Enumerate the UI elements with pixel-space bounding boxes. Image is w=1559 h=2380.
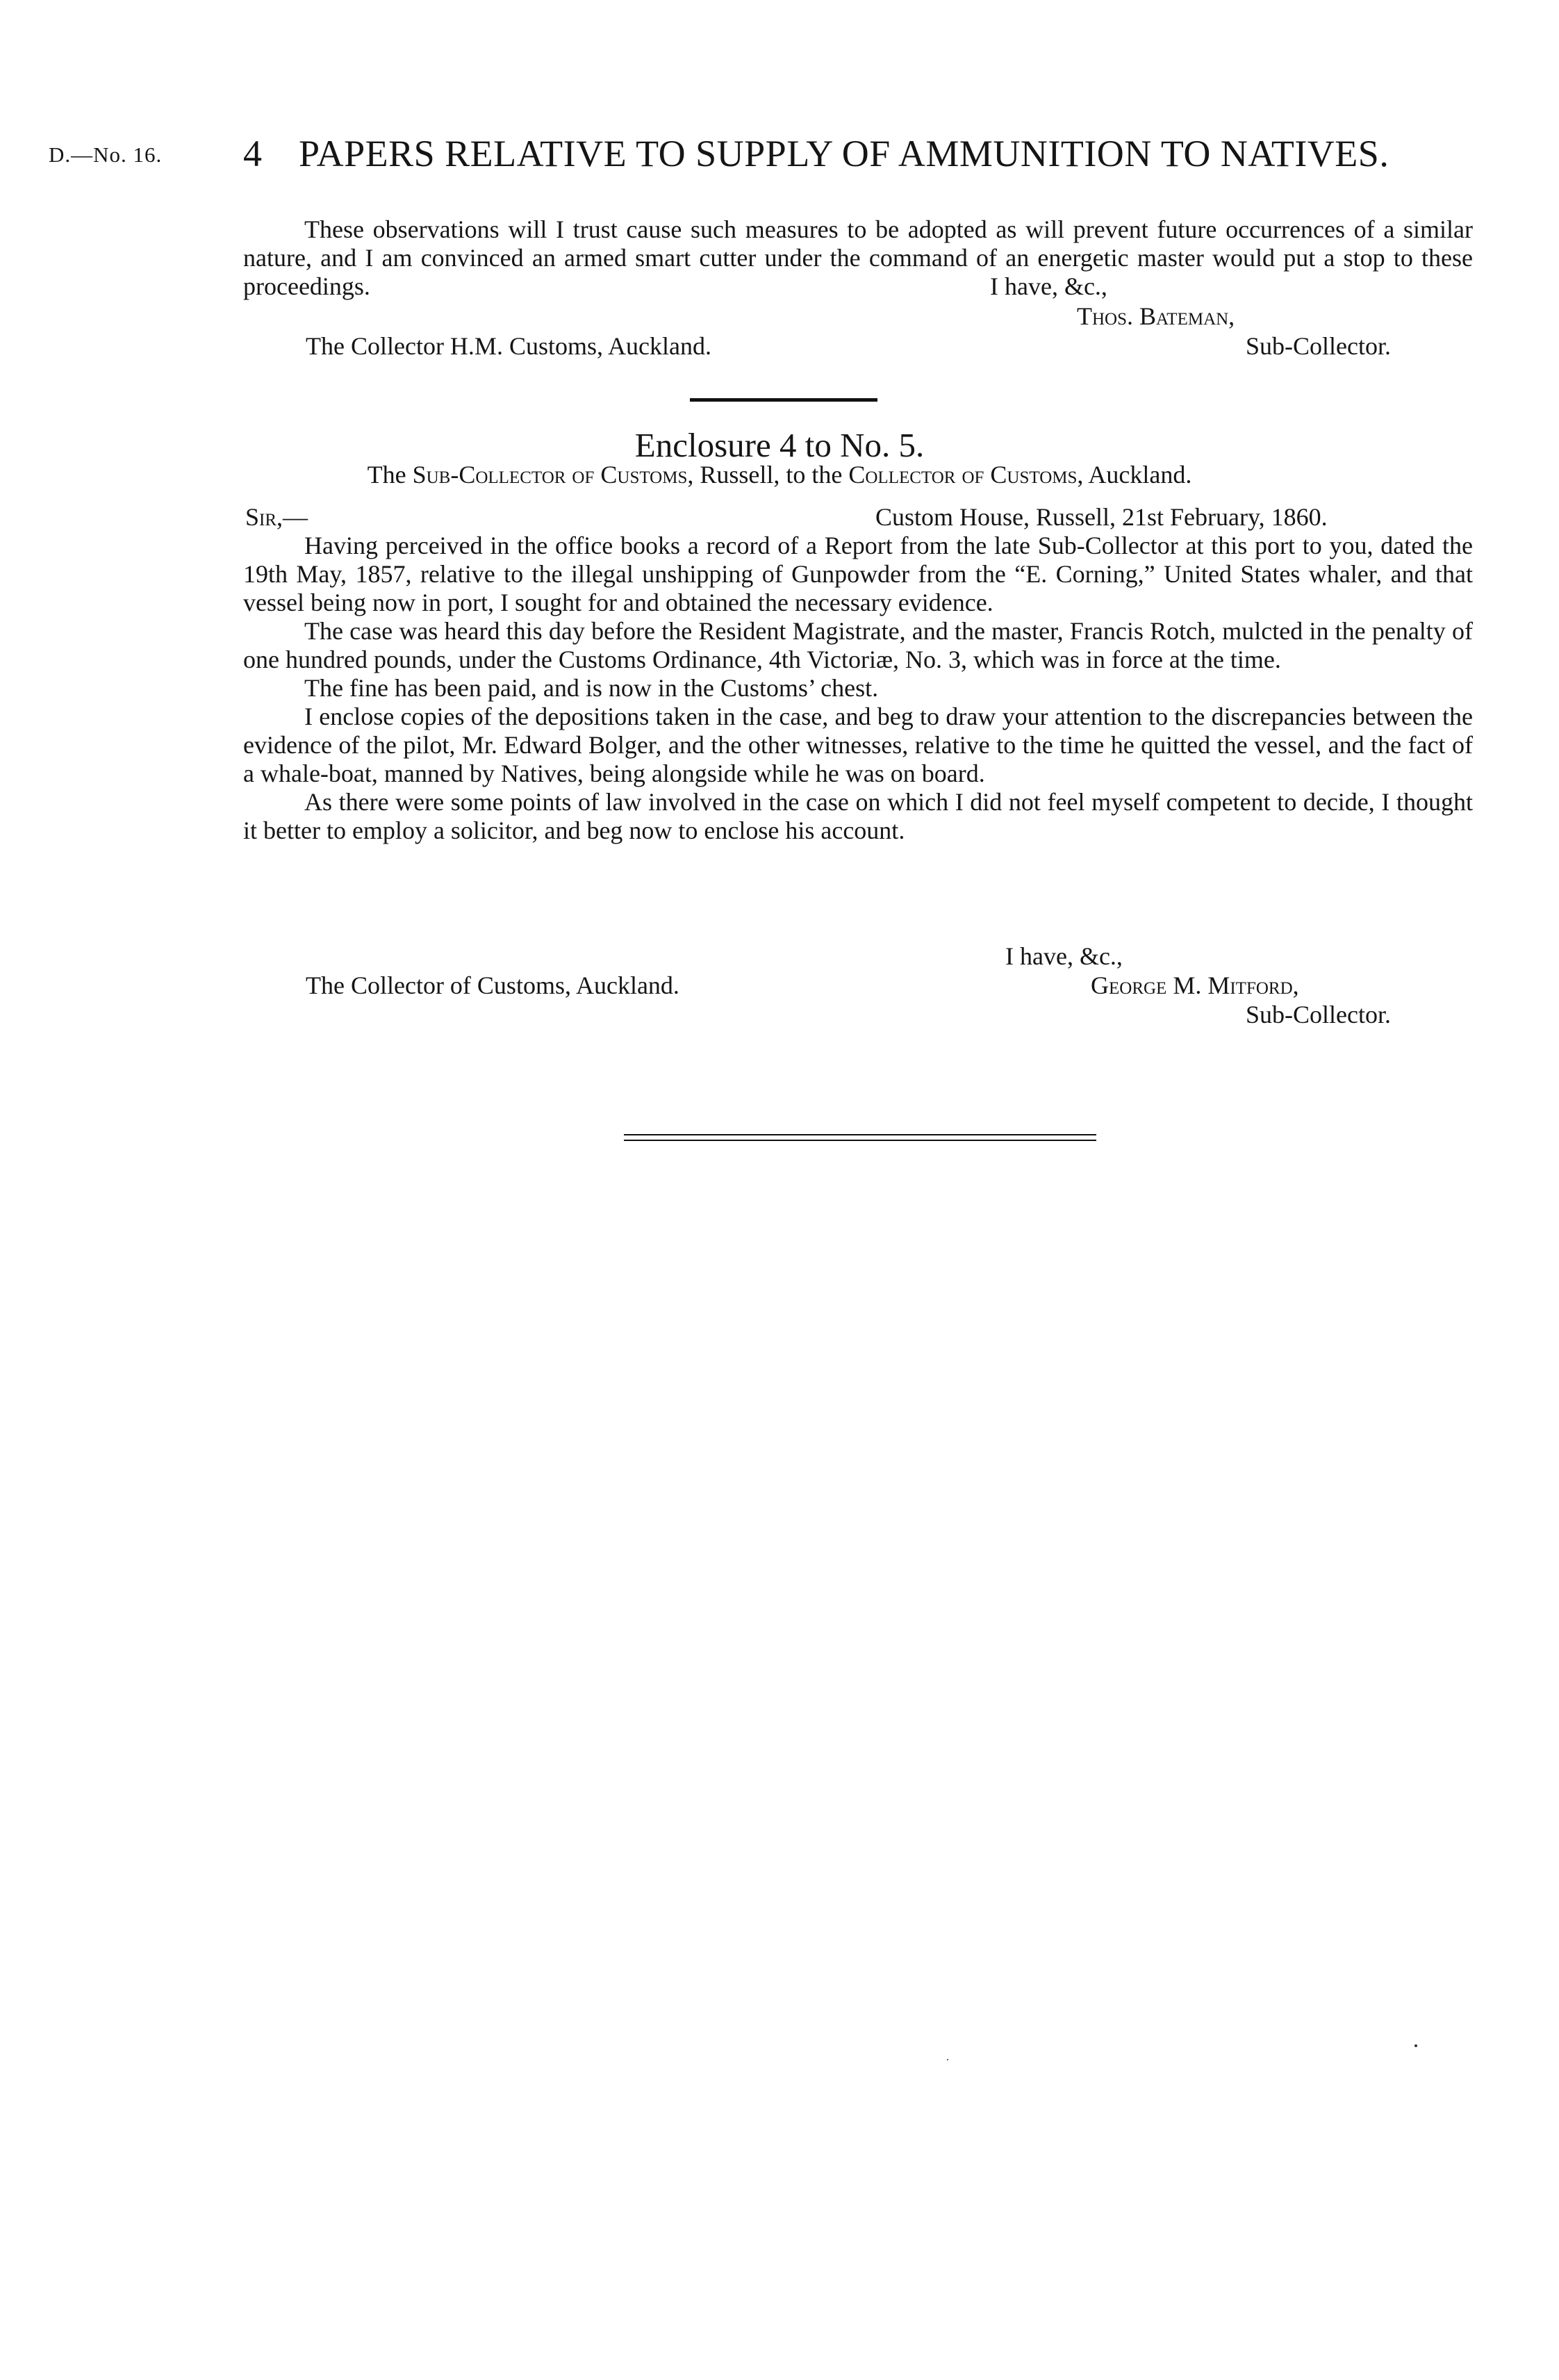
enclosure-signer-title: Sub-Collector. bbox=[1246, 1001, 1391, 1028]
enclosure-addressee: The Collector of Customs, Auckland. bbox=[306, 971, 679, 999]
enclosure-paragraph-3: The fine has been paid, and is now in the Customs’ chest. bbox=[304, 674, 879, 702]
enclosure-heading: Enclosure 4 to No. 5. bbox=[634, 426, 925, 464]
address-sender: Sub-Collector of Customs bbox=[412, 461, 688, 489]
document-reference: D.—No. 16. bbox=[49, 142, 163, 167]
address-text: , Russell, to the bbox=[687, 461, 849, 489]
running-title: PAPERS RELATIVE TO SUPPLY OF AMMUNITION TO NATIVES. bbox=[299, 133, 1389, 174]
letter1-paragraph: These observations will I trust cause such measures to be adopted as will prevent future occurrences of a similar nature, and I am convinced an armed smart cutter under the command of an energetic master would put a stop to these proceedings. bbox=[243, 215, 1473, 300]
end-rule-bottom bbox=[624, 1140, 1096, 1141]
enclosure-address bbox=[0, 460, 1559, 489]
page-number: 4 bbox=[243, 133, 262, 174]
enclosure-signature: George M. Mitford, bbox=[1091, 971, 1299, 999]
scan-speck bbox=[947, 2059, 948, 2060]
letter1-body bbox=[243, 215, 1473, 301]
enclosure-paragraph-4: I enclose copies of the depositions taken in the case, and beg to draw your attention to the discrepancies between the evidence of the pilot, Mr. Edward Bolger, and the other witnesses, relative to the time he quitted the vessel, and the fact of a whale-boat, manned by Natives, being alongside while he was on board. bbox=[243, 703, 1473, 787]
enclosure-paragraph-1: Having perceived in the office books a record of a Report from the late Sub-Collector at this port to you, dated the 19th May, 1857, relative to the illegal unshipping of Gunpowder from the “E. Corning,” United States whaler, and that vessel being now in port, I sought for and obtained the necessary evidence. bbox=[243, 532, 1473, 616]
letter1-signature: Thos. Bateman, bbox=[1077, 302, 1235, 330]
letter1-signer-title: Sub-Collector. bbox=[1246, 332, 1391, 360]
enclosure-body bbox=[243, 532, 1473, 845]
address-recipient: Collector of Customs bbox=[848, 461, 1078, 489]
address-text: The bbox=[367, 461, 413, 489]
address-text: , Auckland. bbox=[1077, 461, 1192, 489]
scan-speck bbox=[1414, 2044, 1417, 2047]
enclosure-paragraph-2: The case was heard this day before the Resident Magistrate, and the master, Francis Rotch, mulcted in the penalty of one hundred pounds, under the Customs Ordinance, 4th Victoriæ, No. 3, which was in force at the time. bbox=[243, 617, 1473, 673]
letter1-closing: I have, &c., bbox=[990, 272, 1107, 300]
enclosure-closing: I have, &c., bbox=[1005, 942, 1123, 970]
enclosure-paragraph-5: As there were some points of law involved in the case on which I did not feel myself competent to decide, I thought it better to employ a solicitor, and beg now to enclose his account. bbox=[243, 788, 1473, 844]
salutation: Sir,— bbox=[245, 503, 308, 531]
section-divider bbox=[690, 398, 877, 402]
end-rule-top bbox=[624, 1134, 1096, 1135]
dateline: Custom House, Russell, 21st February, 1860. bbox=[875, 503, 1328, 531]
letter1-addressee: The Collector H.M. Customs, Auckland. bbox=[306, 332, 711, 360]
